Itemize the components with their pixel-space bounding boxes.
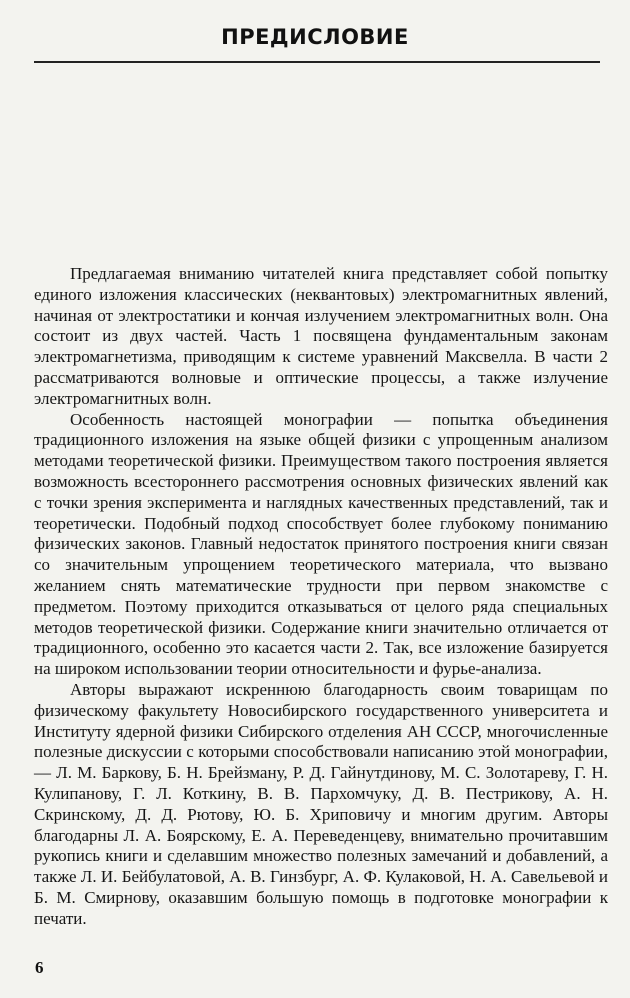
paragraph-2: Особенность настоящей монографии — попытка объединения традиционного изложения на языке общей физики с упрощенным анализом методами теоретической физики. Преимуществом такого построения является возможность всестороннего рассмотрения основных физических явлений как с точки зрения эксперимента и наглядных качественных представлений, так и теоретически. Подобный подход способствует более глубокому пониманию физических законов. Главный недостаток принятого построения книги связан со значительным упрощением теоретического материала, что вызвано желанием снять математические трудности при первом знакомстве с предметом. Поэтому приходится отказываться от целого ряда специальных методов теоретической физики. Содержание книги значительно отличается от традиционного, особенно это касается части 2. Так, все изложение базируется на широком использовании теории относительности и фурье-анализа. bbox=[34, 409, 608, 679]
paragraph-3: Авторы выражают искреннюю благодарность своим товарищам по физическому факультету Новосибирского государственного университета и Институту ядерной физики Сибирского отделения АН СССР, многочисленные полезные дискуссии с которыми способствовали написанию этой монографии,— Л. М. Баркову, Б. Н. Брейзману, Р. Д. Гайнутдинову, М. С. Золотареву, Г. Н. Кулипанову, Г. Л. Коткину, В. В. Пархомчуку, Д. В. Пестрикову, А. Н. Скринскому, Д. Д. Рютову, Ю. Б. Хриповичу и многим другим. Авторы благодарны Л. А. Боярскому, Е. А. Переведенцеву, внимательно прочитавшим рукопись книги и сделавшим множество полезных замечаний и добавлений, а также Л. И. Бейбулатовой, А. В. Гинзбург, А. Ф. Кулаковой, Н. А. Савельевой и Б. М. Смирнову, оказавшим большую помощь в подготовке монографии к печати. bbox=[34, 679, 608, 928]
page-number: 6 bbox=[35, 958, 44, 977]
preface-body bbox=[34, 264, 608, 930]
title-divider bbox=[34, 61, 600, 63]
page-title: ПРЕДИСЛОВИЕ bbox=[221, 25, 409, 49]
paragraph-1: Предлагаемая вниманию читателей книга представляет собой попытку единого изложения классических (неквантовых) электромагнитных явлений, начиная от электростатики и кончая излучением электромагнитных волн. Она состоит из двух частей. Часть 1 посвящена фундаментальным законам электромагнетизма, приводящим к системе уравнений Максвелла. В части 2 рассматриваются волновые и оптические процессы, а также излучение электромагнитных волн. bbox=[34, 264, 608, 408]
